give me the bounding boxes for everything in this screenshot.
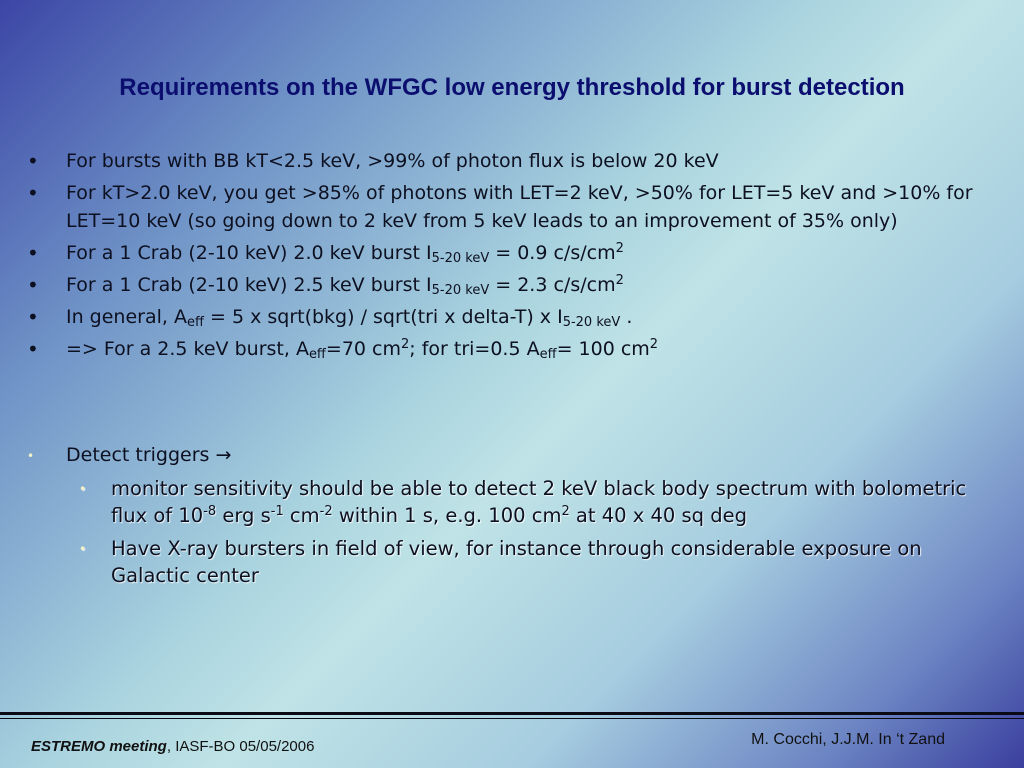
footer-meeting-info	[31, 738, 314, 755]
footer-divider	[0, 712, 1024, 715]
bullet-icon: •	[27, 181, 39, 205]
bullet-text: = 100 cm	[556, 338, 650, 360]
superscript: 2	[615, 241, 624, 256]
meeting-venue-date: , IASF-BO 05/05/2006	[166, 738, 315, 755]
subscript: eff	[186, 315, 204, 330]
list-item	[75, 475, 990, 529]
bullet-icon: •	[27, 305, 39, 329]
bullet-text: =70 cm	[325, 338, 401, 360]
bullet-text: = 5 x sqrt(bkg) / sqrt(tri x delta-T) x I	[203, 306, 563, 328]
triggers-sublist	[75, 475, 990, 595]
bullet-icon: •	[79, 482, 87, 496]
list-item	[27, 441, 997, 469]
superscript: 2	[649, 337, 659, 352]
bullet-icon: •	[27, 273, 39, 297]
list-item	[27, 335, 997, 363]
triggers-label: Detect triggers	[66, 444, 210, 466]
bullet-text: In general, A	[66, 306, 187, 328]
sub-bullet-text: Have X-ray bursters in field of view, for instance through considerable exposure on Galactic center	[111, 537, 922, 587]
subscript: 5-20 keV	[431, 251, 490, 266]
bullet-text: For bursts with BB kT<2.5 keV, >99% of photon flux is below 20 keV	[66, 150, 719, 172]
subscript: 5-20 keV	[562, 315, 621, 330]
bullet-icon: •	[27, 241, 39, 265]
slide-title: Requirements on the WFGC low energy threshold for burst detection	[119, 74, 905, 101]
superscript: -1	[270, 504, 284, 519]
list-item	[27, 147, 997, 175]
bullet-icon: •	[27, 337, 39, 361]
list-item	[27, 179, 997, 235]
footer-divider-thin	[0, 718, 1024, 719]
bullet-text: = 2.3 c/s/cm	[489, 274, 616, 296]
bullet-icon: •	[27, 449, 35, 463]
bullet-text: For kT>2.0 keV, you get >85% of photons with LET=2 keV, >50% for LET=5 keV and >10% for LET=10 keV (so going down to 2 keV from 5 keV leads to an improvement of 35% only)	[66, 182, 973, 232]
triggers-list	[27, 441, 997, 469]
bullet-text: For a 1 Crab (2-10 keV) 2.0 keV burst I	[66, 242, 432, 264]
requirements-list	[27, 147, 997, 367]
sub-bullet-text: within 1 s, e.g. 100 cm	[332, 504, 562, 527]
superscript: -8	[203, 504, 217, 519]
sub-bullet-text: monitor sensitivity should be able to detect 2 keV black body spectrum with bolometric flux of 10	[111, 477, 967, 527]
bullet-icon: •	[27, 149, 39, 173]
bullet-text: .	[620, 306, 633, 328]
arrow-right-icon: →	[215, 444, 232, 466]
bullet-text: ; for tri=0.5 A	[409, 338, 540, 360]
superscript: 2	[561, 504, 570, 519]
list-item	[75, 535, 990, 589]
bullet-text: = 0.9 c/s/cm	[489, 242, 616, 264]
subscript: eff	[308, 347, 326, 362]
superscript: 2	[401, 337, 410, 352]
list-item	[27, 239, 997, 267]
meeting-name: ESTREMO meeting	[31, 738, 167, 755]
superscript: 2	[615, 273, 624, 288]
sub-bullet-text: erg s	[216, 504, 271, 527]
superscript: -2	[319, 504, 333, 519]
bullet-icon: •	[79, 542, 87, 556]
list-item	[27, 271, 997, 299]
subscript: 5-20 keV	[431, 283, 490, 298]
subscript: eff	[539, 347, 557, 362]
bullet-text: => For a 2.5 keV burst, A	[66, 338, 309, 360]
footer-authors: M. Cocchi, J.J.M. In ‘t Zand	[751, 731, 945, 748]
sub-bullet-text: at 40 x 40 sq deg	[569, 504, 747, 527]
bullet-text: For a 1 Crab (2-10 keV) 2.5 keV burst I	[66, 274, 432, 296]
list-item	[27, 303, 997, 331]
sub-bullet-text: cm	[283, 504, 320, 527]
